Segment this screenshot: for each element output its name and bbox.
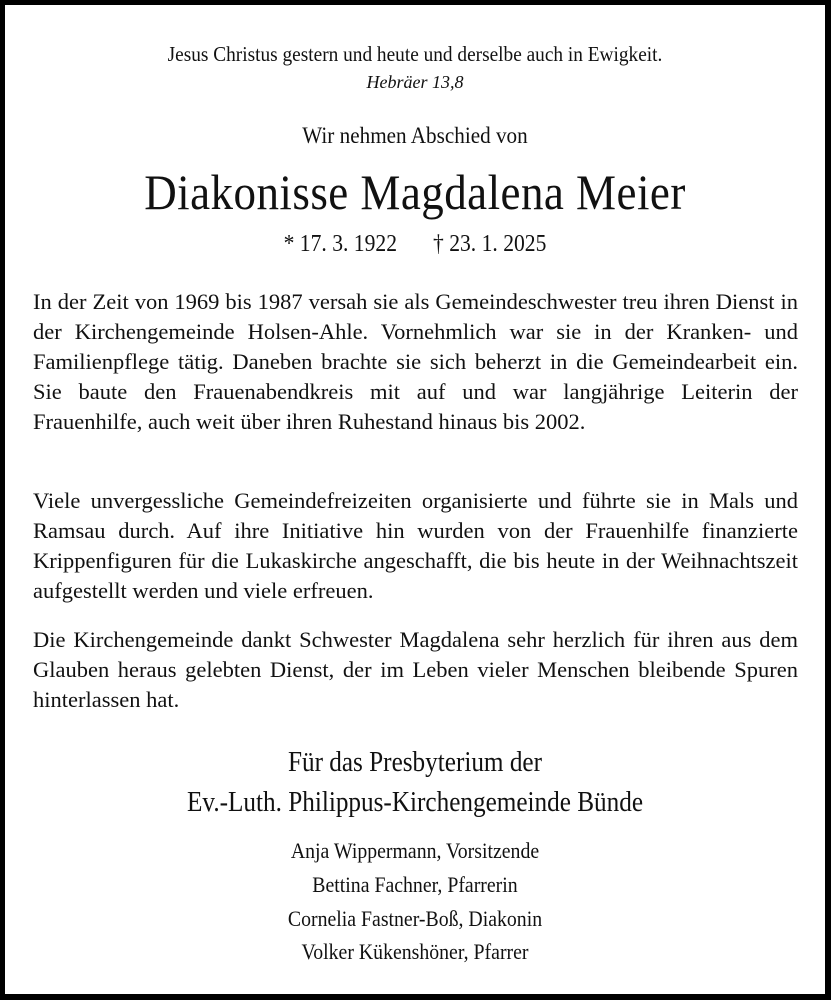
farewell-intro: Wir nehmen Abschied von: [302, 123, 528, 148]
obituary-notice: [5, 5, 825, 994]
death-date: † 23. 1. 2025: [433, 231, 547, 257]
paragraph-activities: Viele unvergessliche Gemeindefreizeiten organisierte und führte sie in Mals und Ramsau durch. Auf ihre Initiative hin wurden von der Frauenhilfe finanzierte Krippenfiguren für die Lukaskirche angeschafft, die bis heute in der Weihnachtszeit aufgestellt werden und viele erfreuen.: [33, 488, 798, 603]
life-dates: [46, 231, 784, 258]
signature-heading-line2: Ev.-Luth. Philippus-Kirchengemeinde Bünde: [186, 787, 644, 818]
paragraph-service: In der Zeit von 1969 bis 1987 versah sie als Gemeindeschwester treu ihren Dienst in der Kirchengemeinde Holsen-Ahle. Vornehmlich war sie in der Kranken- und Familienpflege tätig. Daneben brachte sie sich beherzt in die Gemeindearbeit ein. Sie baute den Frauenabendkreis mit auf und war langjährige Leiterin der Frauenhilfe, auch weit über ihren Ruhestand hinaus bis 2002.: [33, 289, 798, 434]
signer: Volker Kükenshöner, Pfarrer: [301, 939, 529, 964]
signer: Bettina Fachner, Pfarrerin: [312, 872, 518, 897]
paragraph-thanks: Die Kirchengemeinde dankt Schwester Magdalena sehr herzlich für ihren aus dem Glauben heraus gelebten Dienst, der im Leben vieler Menschen bleibende Spuren hinterlassen hat.: [33, 627, 798, 712]
signer: Cornelia Fastner-Boß, Diakonin: [287, 906, 543, 931]
birth-date: * 17. 3. 1922: [283, 231, 397, 257]
bible-verse: Jesus Christus gestern und heute und derselbe auch in Ewigkeit.: [167, 42, 663, 66]
deceased-name: Diakonisse Magdalena Meier: [144, 164, 686, 220]
signature-heading-line1: Für das Presbyterium der: [287, 747, 543, 778]
signer: Anja Wippermann, Vorsitzende: [290, 838, 540, 863]
verse-reference: Hebräer 13,8: [366, 72, 464, 92]
